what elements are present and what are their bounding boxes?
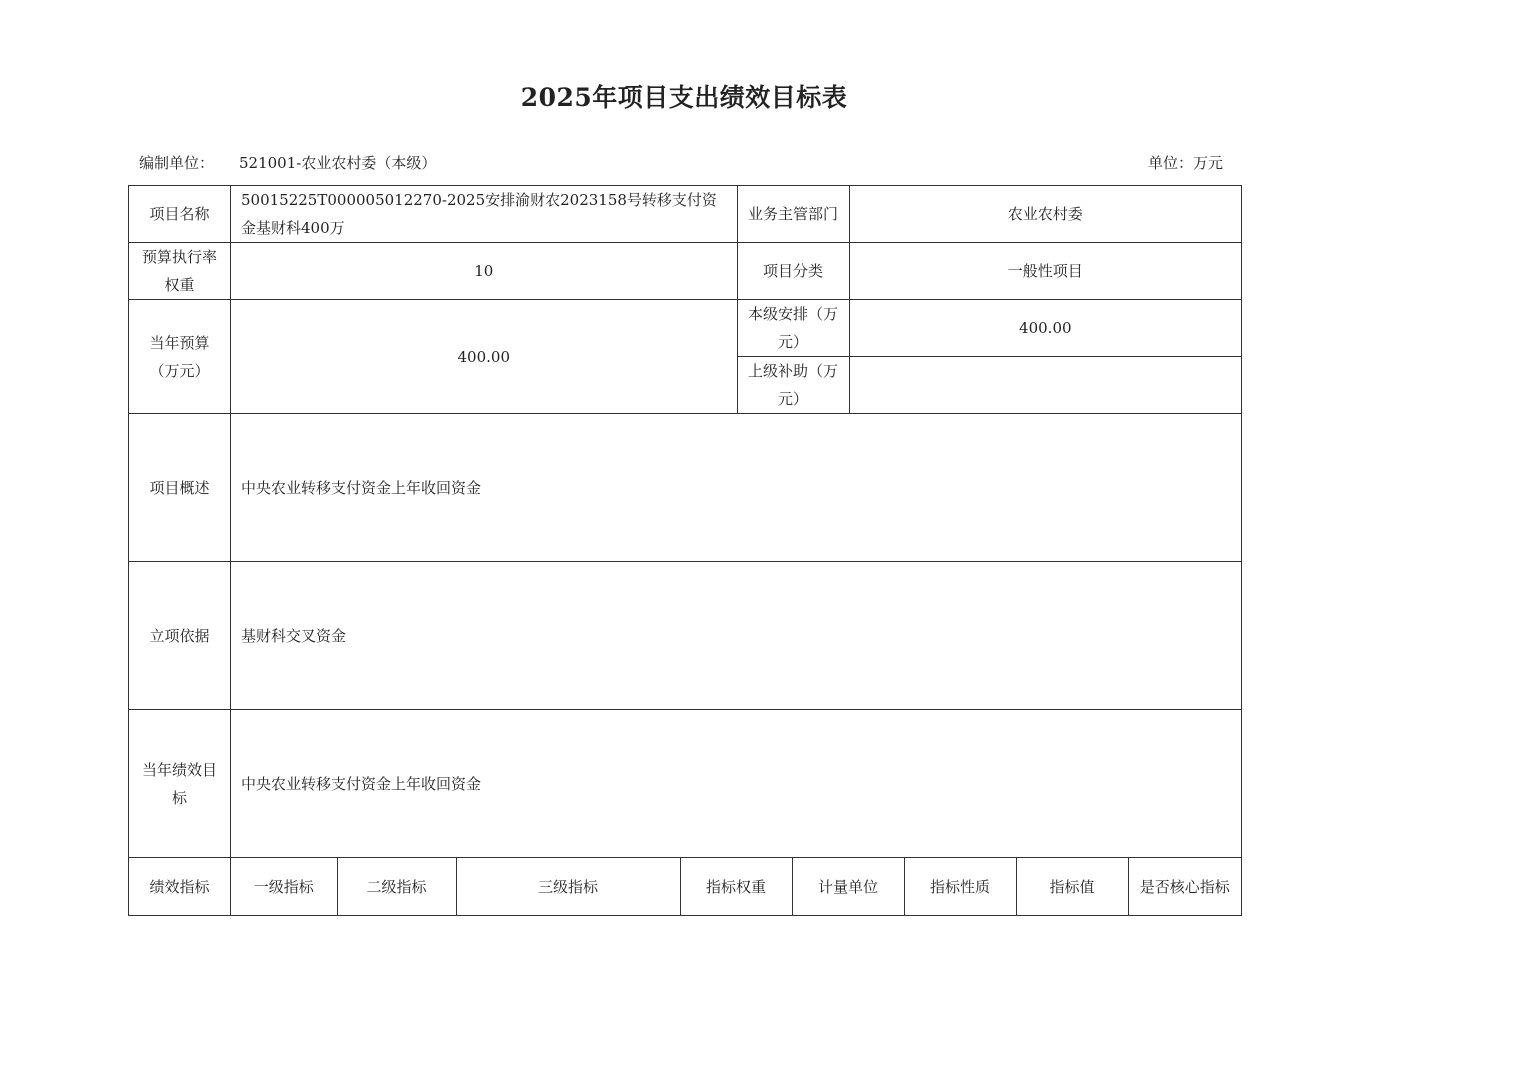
local-label: 本级安排（万元） xyxy=(737,300,849,357)
compiling-unit-value: 521001-农业农村委（本级） xyxy=(239,154,437,172)
budget-value: 400.00 xyxy=(231,300,738,414)
col-level2: 二级指标 xyxy=(337,858,456,915)
category-value: 一般性项目 xyxy=(849,243,1241,300)
dept-value: 农业农村委 xyxy=(849,186,1241,243)
local-value: 400.00 xyxy=(849,300,1241,357)
col-value: 指标值 xyxy=(1016,858,1128,915)
project-name-label: 项目名称 xyxy=(129,186,231,243)
compiling-unit-label: 编制单位： xyxy=(139,154,215,172)
indicator-columns xyxy=(231,858,1241,915)
basis-value: 基财科交叉资金 xyxy=(231,562,1242,710)
dept-label: 业务主管部门 xyxy=(737,186,849,243)
category-label: 项目分类 xyxy=(737,243,849,300)
goal-label: 当年绩效目标 xyxy=(129,710,231,858)
exec-rate-label: 预算执行率权重 xyxy=(129,243,231,300)
project-name-value: 50015225T000005012270-2025安排渝财农2023158号转移支付资金基财科400万 xyxy=(231,186,738,243)
col-core: 是否核心指标 xyxy=(1128,858,1241,915)
budget-label: 当年预算（万元） xyxy=(129,300,231,414)
col-level1: 一级指标 xyxy=(253,877,314,896)
indicator-header xyxy=(231,858,1242,916)
overview-value: 中央农业转移支付资金上年收回资金 xyxy=(231,414,1242,562)
basis-label: 立项依据 xyxy=(129,562,231,710)
overview-label: 项目概述 xyxy=(129,414,231,562)
col-unit: 计量单位 xyxy=(792,858,904,915)
performance-table xyxy=(128,185,1242,916)
page-title: 2025年项目支出绩效目标表 xyxy=(520,83,848,112)
currency-unit: 单位：万元 xyxy=(1148,154,1224,172)
col-nature: 指标性质 xyxy=(904,858,1016,915)
exec-rate-value: 10 xyxy=(231,243,738,300)
col-weight: 指标权重 xyxy=(680,858,792,915)
compiling-unit xyxy=(139,152,436,173)
goal-value: 中央农业转移支付资金上年收回资金 xyxy=(231,710,1242,858)
col-level3: 三级指标 xyxy=(456,858,680,915)
superior-value xyxy=(849,357,1241,414)
superior-label: 上级补助（万元） xyxy=(737,357,849,414)
indicator-label: 绩效指标 xyxy=(129,858,231,916)
